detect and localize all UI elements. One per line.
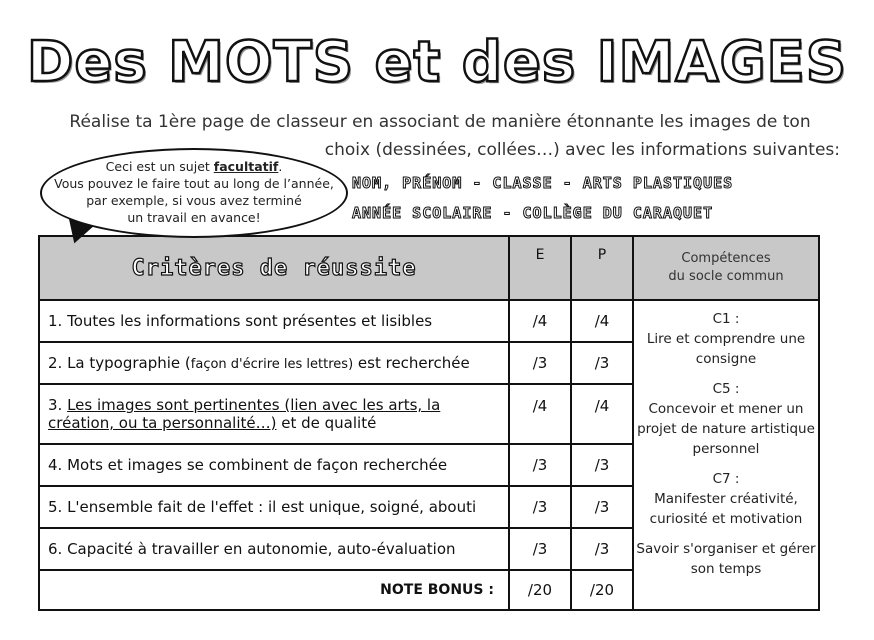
speech-bubble-text — [42, 158, 346, 226]
score-e-2: /3 — [509, 342, 571, 384]
competence-c7 — [634, 469, 818, 529]
criterion-3-post: et de qualité — [276, 414, 377, 432]
competence-code: C7 : — [712, 471, 740, 487]
competences-header — [633, 236, 819, 300]
bubble-line-1-pre: Ceci est un sujet — [105, 159, 214, 174]
table-row — [39, 300, 819, 342]
header-e: E — [509, 236, 571, 300]
score-p-1: /4 — [571, 300, 633, 342]
score-e-4: /3 — [509, 444, 571, 486]
competence-c5 — [634, 379, 818, 459]
bonus-label — [39, 570, 509, 610]
competence-code: C5 : — [712, 381, 740, 397]
bubble-line-3: par exemple, si vous avez terminé — [86, 193, 302, 208]
bonus-p: /20 — [571, 570, 633, 610]
criterion-6: 6. Capacité à travailler en autonomie, auto-évaluation — [39, 528, 509, 570]
score-p-2: /3 — [571, 342, 633, 384]
criterion-3-pre: 3. — [48, 396, 68, 414]
score-p-3: /4 — [571, 384, 633, 444]
score-e-3: /4 — [509, 384, 571, 444]
competence-code: C1 : — [712, 311, 740, 327]
table-header-row — [39, 236, 819, 300]
required-info-line-2: ANNÉE SCOLAIRE - COLLÈGE DU CARAQUET — [352, 204, 714, 222]
criterion-3-underlined: Les images sont pertinentes (lien avec les arts, la création, ou ta personnalité…) — [48, 396, 441, 432]
intro-line-1: Réalise ta 1ère page de classeur en associant de manière étonnante les images de ton — [69, 112, 811, 132]
competence-desc: Manifester créativité, curiosité et motivation — [649, 491, 803, 527]
criterion-4: 4. Mots et images se combinent de façon recherchée — [39, 444, 509, 486]
bonus-e: /20 — [509, 570, 571, 610]
criteria-table — [38, 235, 820, 611]
criteria-header: Critères de réussite — [39, 236, 509, 300]
criterion-2-post: est recherchée — [353, 354, 470, 372]
criterion-1: 1. Toutes les informations sont présentes et lisibles — [39, 300, 509, 342]
page-title: Des MOTS et des IMAGES — [26, 30, 848, 95]
bubble-line-1-post: . — [278, 159, 283, 174]
competences-cell — [633, 300, 819, 610]
speech-bubble — [40, 148, 348, 238]
competences-header-line-1: Compétences — [681, 251, 771, 266]
score-p-4: /3 — [571, 444, 633, 486]
bubble-line-4: un travail en avance! — [127, 210, 261, 225]
bubble-optional-keyword: facultatif — [213, 159, 279, 174]
competences-header-line-2: du socle commun — [668, 269, 784, 284]
score-p-5: /3 — [571, 486, 633, 528]
criterion-2 — [39, 342, 509, 384]
competence-desc: Lire et comprendre une consigne — [646, 331, 806, 367]
score-e-6: /3 — [509, 528, 571, 570]
criterion-2-small: façon d'écrire les lettres) — [190, 357, 354, 372]
required-info-line-1: NOM, PRÉNOM - CLASSE - ARTS PLASTIQUES — [352, 174, 734, 192]
bonus-label-text: NOTE BONUS — [380, 582, 484, 598]
intro-line-2: choix (dessinées, collées…) avec les informations suivantes: — [324, 140, 840, 160]
criterion-3 — [39, 384, 509, 444]
competence-desc: Savoir s'organiser et gérer son temps — [636, 541, 816, 577]
score-e-1: /4 — [509, 300, 571, 342]
criterion-2-pre: 2. La typographie ( — [48, 354, 191, 372]
criterion-5: 5. L'ensemble fait de l'effet : il est unique, soigné, abouti — [39, 486, 509, 528]
score-e-5: /3 — [509, 486, 571, 528]
bonus-colon: : — [488, 582, 494, 598]
competence-c1 — [634, 309, 818, 369]
bubble-line-2: Vous pouvez le faire tout au long de l’année, — [54, 176, 334, 191]
competence-organisation — [634, 539, 818, 579]
competence-desc: Concevoir et mener un projet de nature artistique personnel — [637, 401, 815, 457]
header-p: P — [571, 236, 633, 300]
score-p-6: /3 — [571, 528, 633, 570]
